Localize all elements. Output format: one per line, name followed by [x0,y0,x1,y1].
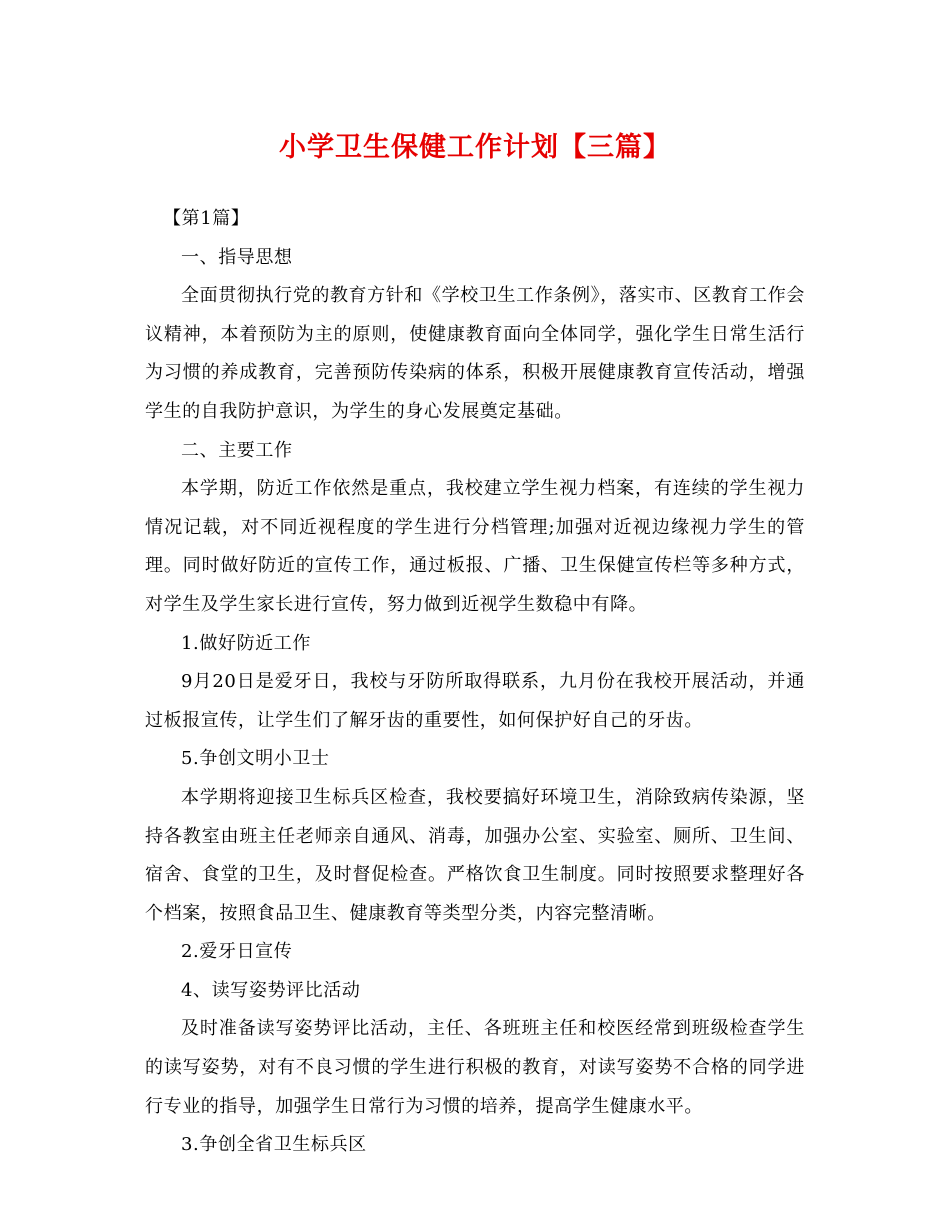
heading-guiding-ideology: 一、指导思想 [181,246,293,268]
document-body [145,200,805,1165]
subheading: 5.争创文明小卫士 [181,748,330,770]
paragraph: 本学期，防近工作依然是重点，我校建立学生视力档案，有连续的学生视力情况记载，对不同近视程度的学生进行分档管理;加强对近视边缘视力学生的管理。同时做好防近的宣传工作，通过板报、广播、卫生保健宣传栏等多种方式，对学生及学生家长进行宣传，努力做到近视学生数稳中有降。 [145,478,805,615]
paragraph: 全面贯彻执行党的教育方针和《学校卫生工作条例》，落实市、区教育工作会议精神，本着预防为主的原则，使健康教育面向全体同学，强化学生日常生活行为习惯的养成教育，完善预防传染病的体系，积极开展健康教育宣传活动，增强学生的自我防护意识，为学生的身心发展奠定基础。 [145,285,805,422]
subheading: 4、读写姿势评比活动 [181,979,361,1001]
subheading: 1.做好防近工作 [181,632,311,654]
document-title: 小学卫生保健工作计划【三篇】 [279,132,671,163]
section-tag: 【第1篇】 [163,208,250,229]
subheading: 3.争创全省卫生标兵区 [181,1134,367,1156]
paragraph: 及时准备读写姿势评比活动，主任、各班班主任和校医经常到班级检查学生的读写姿势，对有不良习惯的学生进行积极的教育，对读写姿势不合格的同学进行专业的指导，加强学生日常行为习惯的培养，提高学生健康水平。 [145,1018,805,1117]
subheading: 2.爱牙日宣传 [181,941,293,963]
paragraph: 本学期将迎接卫生标兵区检查，我校要搞好环境卫生，消除致病传染源，坚持各教室由班主任老师亲自通风、消毒，加强办公室、实验室、厕所、卫生间、宿舍、食堂的卫生，及时督促检查。严格饮食卫生制度。同时按照要求整理好各个档案，按照食品卫生、健康教育等类型分类，内容完整清晰。 [145,786,805,924]
paragraph: 9月20日是爱牙日，我校与牙防所取得联系，九月份在我校开展活动，并通过板报宣传，让学生们了解牙齿的重要性，如何保护好自己的牙齿。 [145,671,805,731]
heading-main-work: 二、主要工作 [181,439,293,461]
